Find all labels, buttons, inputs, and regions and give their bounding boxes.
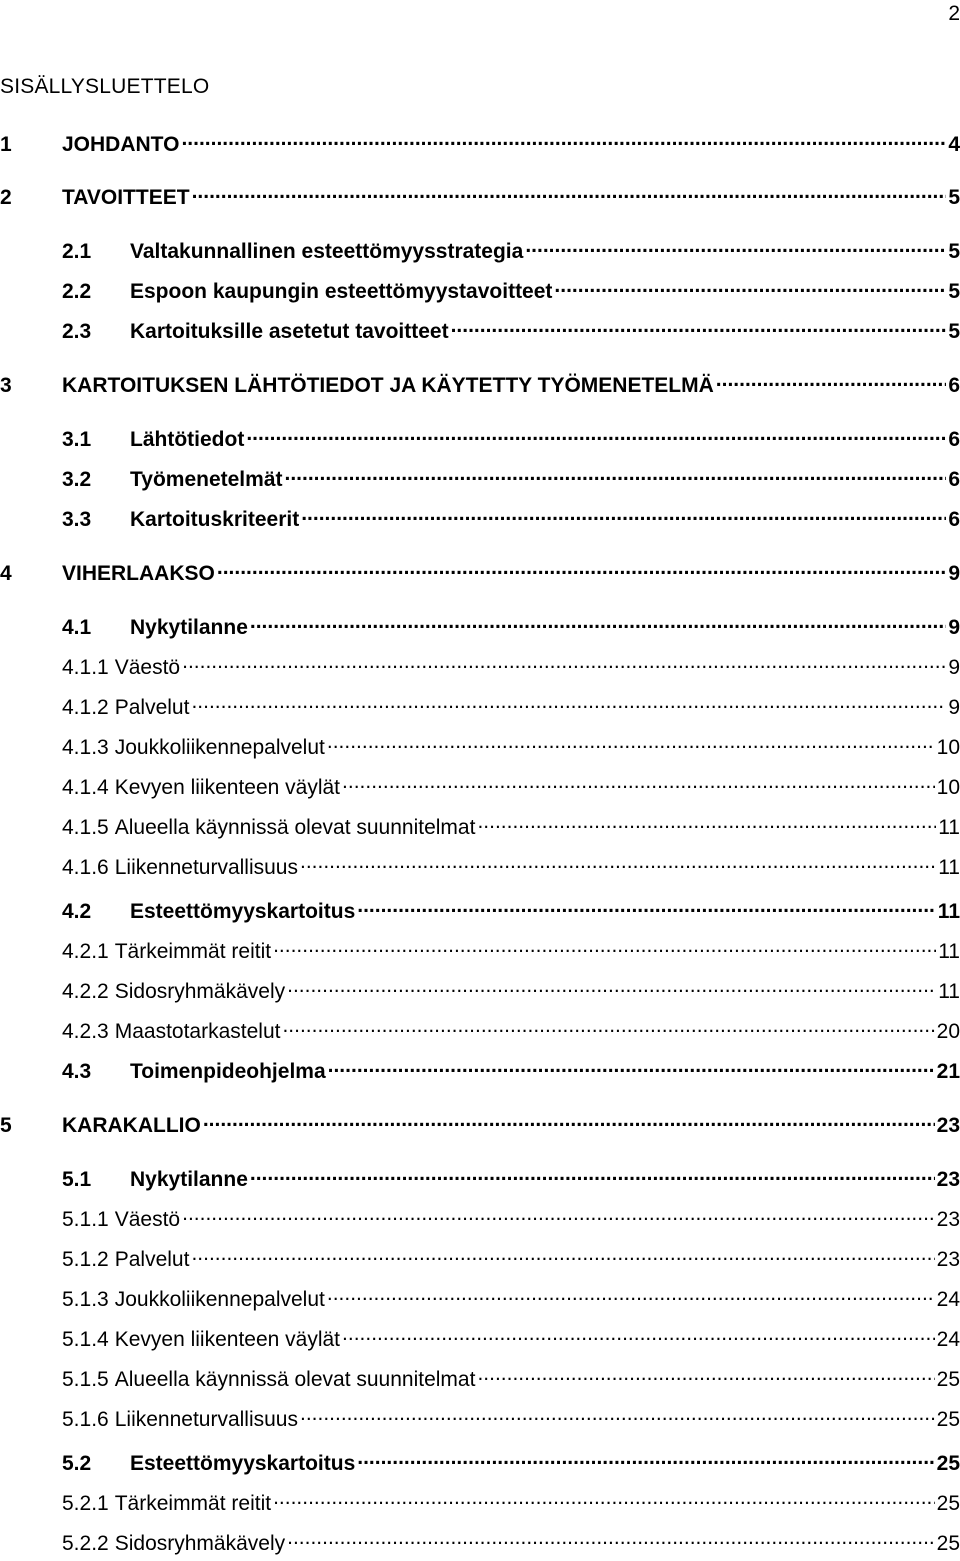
- toc-entry-page: 25: [936, 1452, 960, 1475]
- toc-entry-number: 5.2.2: [62, 1532, 109, 1555]
- toc-entry-number: 4.1.1: [62, 656, 109, 679]
- toc-entry-page: 11: [938, 816, 960, 839]
- toc-entry[interactable]: [62, 425, 960, 453]
- toc-leader-dots: [357, 1449, 934, 1470]
- toc-entry-page: 20: [936, 1020, 960, 1043]
- toc-entry-label: JOHDANTO: [62, 133, 180, 156]
- toc-entry-page: 11: [938, 940, 960, 963]
- toc-entry-label: Alueella käynnissä olevat suunnitelmat: [114, 816, 476, 839]
- toc-entry[interactable]: [62, 937, 960, 965]
- toc-entry-label: Esteettömyyskartoitus: [130, 900, 356, 923]
- toc-entry[interactable]: [62, 1529, 960, 1557]
- toc-entry[interactable]: [62, 1165, 960, 1193]
- toc-entry-number: 4.1.2: [62, 696, 109, 719]
- toc-entry[interactable]: [62, 853, 960, 881]
- toc-leader-dots: [191, 693, 946, 714]
- toc-entry-number: 5: [0, 1114, 12, 1137]
- toc-entry-number: 4.1: [62, 616, 92, 639]
- toc-entry-label: Kartoituskriteerit: [130, 508, 300, 531]
- toc-leader-dots: [477, 1365, 934, 1386]
- toc-leader-dots: [287, 1529, 935, 1550]
- toc-entry-label: Väestö: [114, 656, 181, 679]
- toc-entry-number: 3: [0, 374, 12, 397]
- toc-entry-label: VIHERLAAKSO: [62, 562, 215, 585]
- toc-entry-page: 6: [948, 374, 960, 397]
- toc-entry-number: 2.2: [62, 280, 92, 303]
- toc-entry-number: 3.1: [62, 428, 92, 451]
- toc-entry-label: Tärkeimmät reitit: [114, 1492, 272, 1515]
- toc-entry-number: 3.3: [62, 508, 92, 531]
- toc-entry-label: Liikenneturvallisuus: [114, 856, 298, 879]
- toc-entry-label: KARAKALLIO: [62, 1114, 201, 1137]
- toc-entry-page: 5: [948, 240, 960, 263]
- toc-leader-dots: [246, 425, 946, 446]
- toc-leader-dots: [191, 1245, 934, 1266]
- toc-entry-number: 5.1: [62, 1168, 92, 1191]
- toc-entry-page: 9: [948, 562, 960, 585]
- toc-entry-number: 4.2.1: [62, 940, 109, 963]
- toc-leader-dots: [182, 653, 946, 674]
- toc-entry-number: 4.1.5: [62, 816, 109, 839]
- toc-entry-label: Kevyen liikenteen väylät: [114, 1328, 341, 1351]
- toc-entry-label: Työmenetelmät: [130, 468, 283, 491]
- toc-entry[interactable]: [62, 277, 960, 305]
- toc-leader-dots: [327, 733, 935, 754]
- toc-entry-label: Sidosryhmäkävely: [114, 1532, 286, 1555]
- toc-entry-label: TAVOITTEET: [62, 186, 190, 209]
- toc-entry-number: 5.2.1: [62, 1492, 109, 1515]
- toc-leader-dots: [181, 130, 946, 151]
- toc-entry-label: Tärkeimmät reitit: [114, 940, 272, 963]
- toc-entry-page: 24: [936, 1328, 960, 1351]
- toc-entry[interactable]: [62, 977, 960, 1005]
- toc-leader-dots: [301, 505, 946, 526]
- toc-leader-dots: [300, 1405, 935, 1426]
- toc-entry-page: 10: [936, 776, 960, 799]
- toc-leader-dots: [716, 371, 947, 392]
- toc-entry-label: Kartoituksille asetetut tavoitteet: [130, 320, 449, 343]
- toc-entry-number: 5.2: [62, 1452, 92, 1475]
- toc-entry-number: 5.1.3: [62, 1288, 109, 1311]
- toc-entry[interactable]: [0, 559, 960, 587]
- toc-leader-dots: [554, 277, 946, 298]
- toc-entry-number: 4.3: [62, 1060, 92, 1083]
- toc-entry-page: 25: [936, 1532, 960, 1555]
- toc-entry-number: 5.1.1: [62, 1208, 109, 1231]
- toc-entry[interactable]: [62, 693, 960, 721]
- toc-entry-page: 23: [936, 1208, 960, 1231]
- toc-leader-dots: [217, 559, 946, 580]
- toc-entry[interactable]: [62, 237, 960, 265]
- toc-entry-page: 10: [936, 736, 960, 759]
- toc-entry[interactable]: [62, 1017, 960, 1045]
- toc-leader-dots: [282, 1017, 934, 1038]
- toc-entry-label: Liikenneturvallisuus: [114, 1408, 298, 1431]
- toc-entry-page: 21: [936, 1060, 960, 1083]
- toc-entry-label: KARTOITUKSEN LÄHTÖTIEDOT JA KÄYTETTY TYÖMENETELMÄ: [62, 374, 714, 397]
- toc-entry[interactable]: [62, 653, 960, 681]
- toc-entry-page: 11: [938, 856, 960, 879]
- toc-entry[interactable]: [0, 130, 960, 158]
- toc-entry-number: 4.1.6: [62, 856, 109, 879]
- toc-leader-dots: [250, 613, 946, 634]
- toc-leader-dots: [192, 183, 947, 204]
- toc-entry-page: 6: [948, 428, 960, 451]
- toc-entry-number: 5.1.4: [62, 1328, 109, 1351]
- toc-leader-dots: [203, 1111, 935, 1132]
- toc-entry-label: Valtakunnallinen esteettömyysstrategia: [130, 240, 524, 263]
- toc-entry-label: Toimenpideohjelma: [130, 1060, 326, 1083]
- toc-entry-page: 23: [936, 1114, 960, 1137]
- toc-entry-page: 6: [948, 468, 960, 491]
- toc-entry-label: Palvelut: [114, 696, 190, 719]
- toc-entry[interactable]: [62, 1245, 960, 1273]
- toc-entry-label: Espoon kaupungin esteettömyystavoitteet: [130, 280, 553, 303]
- toc-entry[interactable]: [62, 317, 960, 345]
- toc-entry-label: Maastotarkastelut: [114, 1020, 281, 1043]
- toc-entry[interactable]: [62, 1449, 960, 1477]
- toc-entry[interactable]: [62, 733, 960, 761]
- toc-leader-dots: [182, 1205, 935, 1226]
- toc-entry-label: Alueella käynnissä olevat suunnitelmat: [114, 1368, 476, 1391]
- toc-entry[interactable]: [62, 813, 960, 841]
- toc-entry-number: 2.1: [62, 240, 92, 263]
- toc-leader-dots: [357, 897, 936, 918]
- toc-entry-number: 4.2: [62, 900, 92, 923]
- toc-entry-page: 11: [938, 980, 960, 1003]
- toc-entry[interactable]: [62, 1057, 960, 1085]
- toc-leader-dots: [477, 813, 936, 834]
- toc-entry[interactable]: [62, 1365, 960, 1393]
- toc-entry[interactable]: [62, 1325, 960, 1353]
- toc-entry[interactable]: [62, 1205, 960, 1233]
- toc-entry-page: 5: [948, 186, 960, 209]
- toc-entry-page: 25: [936, 1368, 960, 1391]
- toc-entry-page: 9: [948, 616, 960, 639]
- toc-entry-label: Väestö: [114, 1208, 181, 1231]
- toc-entry-number: 1: [0, 133, 12, 156]
- toc-leader-dots: [328, 1057, 935, 1078]
- toc-entry-number: 2: [0, 186, 12, 209]
- toc-entry-page: 24: [936, 1288, 960, 1311]
- toc-entry-number: 4.1.4: [62, 776, 109, 799]
- toc-entry-number: 4: [0, 562, 12, 585]
- toc-entry-label: Sidosryhmäkävely: [114, 980, 286, 1003]
- toc-entry-number: 5.1.2: [62, 1248, 109, 1271]
- toc-entry[interactable]: [0, 371, 960, 399]
- toc-entry-page: 9: [948, 656, 960, 679]
- page-number: 2: [948, 2, 960, 25]
- toc-entry-label: Joukkoliikennepalvelut: [114, 736, 325, 759]
- toc-entry[interactable]: [62, 1285, 960, 1313]
- toc-entry-number: 4.1.3: [62, 736, 109, 759]
- toc-entry-page: 25: [936, 1408, 960, 1431]
- toc-entry[interactable]: [0, 1111, 960, 1139]
- toc-entry-page: 23: [936, 1248, 960, 1271]
- toc-entry-page: 4: [948, 133, 960, 156]
- toc-entry-number: 3.2: [62, 468, 92, 491]
- toc-entry[interactable]: [62, 1489, 960, 1517]
- toc-entry-number: 4.2.2: [62, 980, 109, 1003]
- toc-entry-page: 9: [948, 696, 960, 719]
- toc-entry-number: 5.1.6: [62, 1408, 109, 1431]
- toc-entry-label: Palvelut: [114, 1248, 190, 1271]
- toc-leader-dots: [327, 1285, 935, 1306]
- toc-leader-dots: [285, 465, 947, 486]
- toc-leader-dots: [342, 1325, 935, 1346]
- toc-leader-dots: [451, 317, 947, 338]
- toc-entry[interactable]: [62, 773, 960, 801]
- toc-entry-label: Lähtötiedot: [130, 428, 245, 451]
- toc-entry-number: 2.3: [62, 320, 92, 343]
- toc-leader-dots: [300, 853, 936, 874]
- toc-entry[interactable]: [62, 897, 960, 925]
- toc-entry[interactable]: [62, 613, 960, 641]
- toc-leader-dots: [287, 977, 936, 998]
- toc-entry[interactable]: [62, 505, 960, 533]
- toc-leader-dots: [250, 1165, 935, 1186]
- toc-leader-dots: [273, 1489, 935, 1510]
- toc-entry[interactable]: [62, 1405, 960, 1433]
- toc-entry-page: 5: [948, 320, 960, 343]
- toc-entry-page: 23: [936, 1168, 960, 1191]
- toc-entry-number: 4.2.3: [62, 1020, 109, 1043]
- toc-entry-label: Nykytilanne: [130, 1168, 248, 1191]
- toc-entry[interactable]: [0, 183, 960, 211]
- toc-entry-label: Nykytilanne: [130, 616, 248, 639]
- toc-entry-label: Kevyen liikenteen väylät: [114, 776, 341, 799]
- toc-entry-label: Joukkoliikennepalvelut: [114, 1288, 325, 1311]
- toc-entry-page: 11: [937, 900, 960, 923]
- toc-leader-dots: [273, 937, 936, 958]
- toc-leader-dots: [525, 237, 946, 258]
- toc-title: SISÄLLYSLUETTELO: [0, 75, 210, 98]
- toc-entry-number: 5.1.5: [62, 1368, 109, 1391]
- toc-entry[interactable]: [62, 465, 960, 493]
- toc-entry-page: 6: [948, 508, 960, 531]
- toc-entry-page: 25: [936, 1492, 960, 1515]
- toc-leader-dots: [342, 773, 935, 794]
- toc-entry-label: Esteettömyyskartoitus: [130, 1452, 356, 1475]
- toc-entry-page: 5: [948, 280, 960, 303]
